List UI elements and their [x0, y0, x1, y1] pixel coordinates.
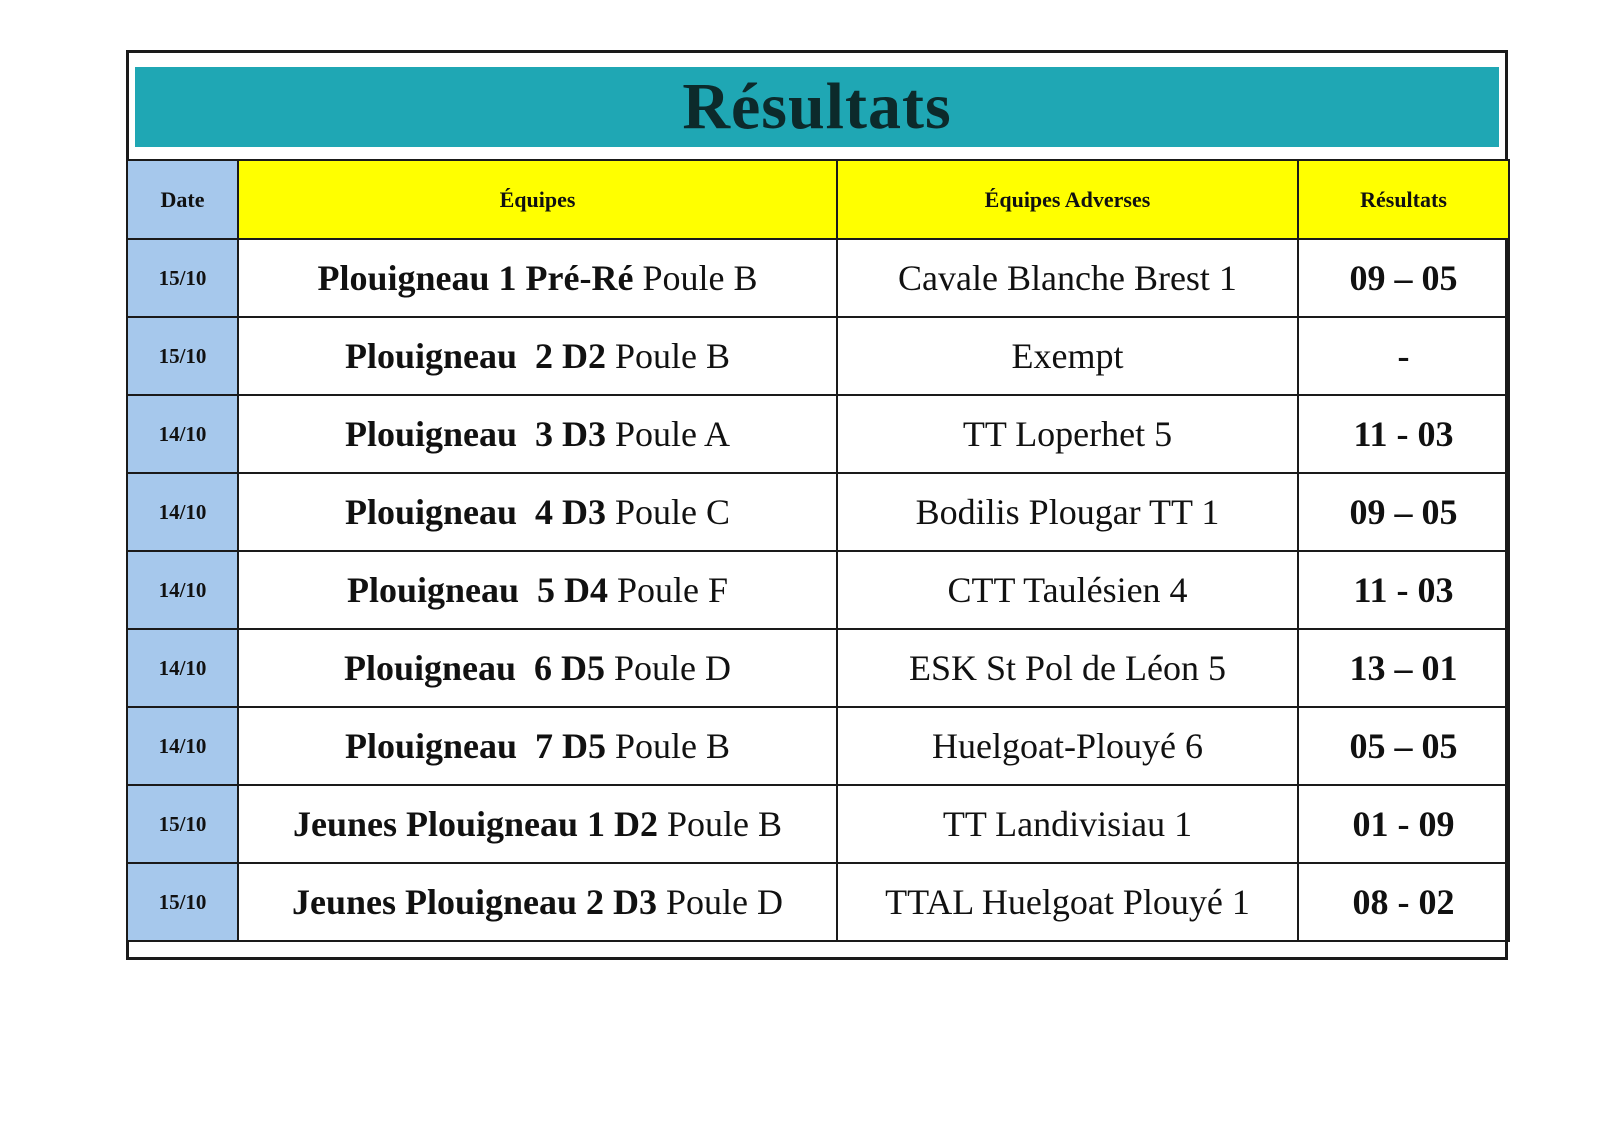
results-table	[126, 159, 1510, 942]
team-cell	[238, 707, 837, 785]
date-cell: 14/10	[127, 395, 238, 473]
result-cell: 05 – 05	[1298, 707, 1509, 785]
date-cell: 14/10	[127, 629, 238, 707]
opponent-cell: CTT Taulésien 4	[837, 551, 1298, 629]
team-pool: Poule B	[642, 258, 758, 298]
table-row	[127, 473, 1509, 551]
opponent-cell: TT Loperhet 5	[837, 395, 1298, 473]
date-cell: 15/10	[127, 317, 238, 395]
result-cell: 13 – 01	[1298, 629, 1509, 707]
table-row	[127, 395, 1509, 473]
date-cell: 14/10	[127, 473, 238, 551]
table-row	[127, 785, 1509, 863]
team-cell	[238, 785, 837, 863]
team-pool: Poule F	[617, 570, 729, 610]
table-header-row	[127, 160, 1509, 239]
team-name: Plouigneau 3 D3	[344, 414, 607, 454]
date-cell: 14/10	[127, 551, 238, 629]
table-row	[127, 239, 1509, 317]
page-title: Résultats	[682, 70, 952, 143]
team-cell	[238, 629, 837, 707]
team-cell	[238, 551, 837, 629]
title-banner	[135, 67, 1499, 147]
team-name: Plouigneau 2 D2	[344, 336, 607, 376]
team-pool: Poule B	[615, 336, 731, 376]
result-cell: 11 - 03	[1298, 395, 1509, 473]
result-cell: 08 - 02	[1298, 863, 1509, 941]
table-row	[127, 863, 1509, 941]
team-name: Plouigneau 6 D5	[343, 648, 606, 688]
team-pool: Poule B	[667, 804, 783, 844]
team-cell	[238, 239, 837, 317]
team-name: Plouigneau 4 D3	[344, 492, 607, 532]
table-row	[127, 317, 1509, 395]
opponent-cell: Huelgoat-Plouyé 6	[837, 707, 1298, 785]
header-team: Équipes	[238, 160, 837, 239]
opponent-cell: Exempt	[837, 317, 1298, 395]
result-cell: 01 - 09	[1298, 785, 1509, 863]
table-row	[127, 707, 1509, 785]
team-name: Plouigneau 7 D5	[344, 726, 607, 766]
result-cell: -	[1298, 317, 1509, 395]
team-pool: Poule D	[614, 648, 732, 688]
header-opponent: Équipes Adverses	[837, 160, 1298, 239]
team-cell	[238, 317, 837, 395]
date-cell: 15/10	[127, 785, 238, 863]
team-cell	[238, 395, 837, 473]
results-document	[126, 50, 1508, 960]
date-cell: 14/10	[127, 707, 238, 785]
table-row	[127, 629, 1509, 707]
team-pool: Poule C	[615, 492, 731, 532]
date-cell: 15/10	[127, 863, 238, 941]
opponent-cell: TT Landivisiau 1	[837, 785, 1298, 863]
team-pool: Poule A	[615, 414, 731, 454]
team-name: Jeunes Plouigneau 2 D3	[291, 882, 658, 922]
table-row	[127, 551, 1509, 629]
header-date: Date	[127, 160, 238, 239]
opponent-cell: TTAL Huelgoat Plouyé 1	[837, 863, 1298, 941]
team-name: Jeunes Plouigneau 1 D2	[292, 804, 659, 844]
team-name: Plouigneau 5 D4	[346, 570, 608, 610]
result-cell: 11 - 03	[1298, 551, 1509, 629]
opponent-cell: ESK St Pol de Léon 5	[837, 629, 1298, 707]
team-cell	[238, 863, 837, 941]
team-pool: Poule D	[666, 882, 784, 922]
opponent-cell: Bodilis Plougar TT 1	[837, 473, 1298, 551]
header-result: Résultats	[1298, 160, 1509, 239]
opponent-cell: Cavale Blanche Brest 1	[837, 239, 1298, 317]
result-cell: 09 – 05	[1298, 239, 1509, 317]
team-cell	[238, 473, 837, 551]
team-pool: Poule B	[615, 726, 731, 766]
team-name: Plouigneau 1 Pré-Ré	[317, 258, 634, 298]
date-cell: 15/10	[127, 239, 238, 317]
result-cell: 09 – 05	[1298, 473, 1509, 551]
